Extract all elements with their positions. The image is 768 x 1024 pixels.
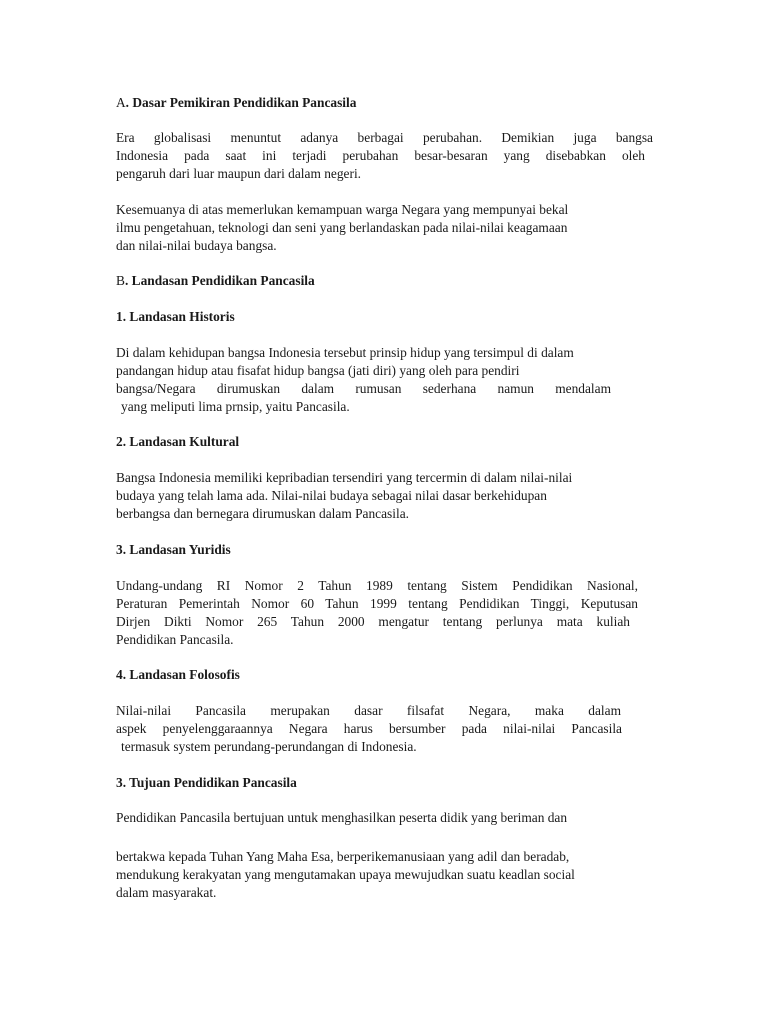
section-a-title: . Dasar Pemikiran Pendidikan Pancasila <box>125 95 357 110</box>
section-a-p2-line: ilmu pengetahuan, teknologi dan seni yang berlandaskan pada nilai-nilai keagamaan <box>116 220 568 235</box>
kultural-line: berbangsa dan bernegara dirumuskan dalam Pancasila. <box>116 506 409 521</box>
yuridis-line: Dirjen Dikti Nomor 265 Tahun 2000 mengatur tentang perlunya mata kuliah <box>116 614 630 629</box>
tujuan-heading: 3. Tujuan Pendidikan Pancasila <box>116 775 297 790</box>
filosofis-line: Nilai-nilai Pancasila merupakan dasar filsafat Negara, maka dalam <box>116 703 621 718</box>
filosofis-heading: 4. Landasan Folosofis <box>116 667 240 682</box>
filosofis-line: termasuk system perundang-perundangan di Indonesia. <box>121 739 417 754</box>
section-a-heading <box>116 94 356 112</box>
tujuan-line: bertakwa kepada Tuhan Yang Maha Esa, berperikemanusiaan yang adil dan beradab, <box>116 849 570 864</box>
tujuan-line: mendukung kerakyatan yang mengutamakan upaya mewujudkan suatu keadlan social <box>116 867 575 882</box>
yuridis-heading: 3. Landasan Yuridis <box>116 542 231 557</box>
section-a-p1-line: Indonesia pada saat ini terjadi perubahan besar-besaran yang disebabkan oleh <box>116 148 645 163</box>
historis-heading: 1. Landasan Historis <box>116 309 235 324</box>
kultural-line: Bangsa Indonesia memiliki kepribadian tersendiri yang tercermin di dalam nilai-nilai <box>116 470 573 485</box>
historis-line: bangsa/Negara dirumuskan dalam rumusan sederhana namun mendalam <box>116 381 611 396</box>
section-a-p2-line: Kesemuanya di atas memerlukan kemampuan warga Negara yang mempunyai bekal <box>116 202 569 217</box>
section-b-letter: B <box>116 273 125 288</box>
filosofis-line: aspek penyelenggaraannya Negara harus bersumber pada nilai-nilai Pancasila <box>116 721 622 736</box>
section-b-title: . Landasan Pendidikan Pancasila <box>124 273 315 288</box>
historis-line: Di dalam kehidupan bangsa Indonesia tersebut prinsip hidup yang tersimpul di dalam <box>116 345 574 360</box>
yuridis-line: Undang-undang RI Nomor 2 Tahun 1989 tentang Sistem Pendidikan Nasional, <box>116 578 638 593</box>
kultural-line: budaya yang telah lama ada. Nilai-nilai budaya sebagai nilai dasar berkehidupan <box>116 488 547 503</box>
section-b-heading <box>116 272 315 290</box>
historis-line: pandangan hidup atau fisafat hidup bangsa (jati diri) yang oleh para pendiri <box>116 363 520 378</box>
yuridis-line: Peraturan Pemerintah Nomor 60 Tahun 1999 tentang Pendidikan Tinggi, Keputusan <box>116 596 638 611</box>
section-a-letter: A <box>116 95 126 110</box>
yuridis-line: Pendidikan Pancasila. <box>116 632 234 647</box>
kultural-heading: 2. Landasan Kultural <box>116 434 240 449</box>
section-a-p1-line: Era globalisasi menuntut adanya berbagai perubahan. Demikian juga bangsa <box>116 130 653 145</box>
section-a-p1-line: pengaruh dari luar maupun dari dalam negeri. <box>116 166 362 181</box>
tujuan-line: dalam masyarakat. <box>116 885 217 900</box>
historis-line: yang meliputi lima prnsip, yaitu Pancasila. <box>121 399 350 414</box>
tujuan-line: Pendidikan Pancasila bertujuan untuk menghasilkan peserta didik yang beriman dan <box>116 810 568 825</box>
section-a-p2-line: dan nilai-nilai budaya bangsa. <box>116 238 277 253</box>
